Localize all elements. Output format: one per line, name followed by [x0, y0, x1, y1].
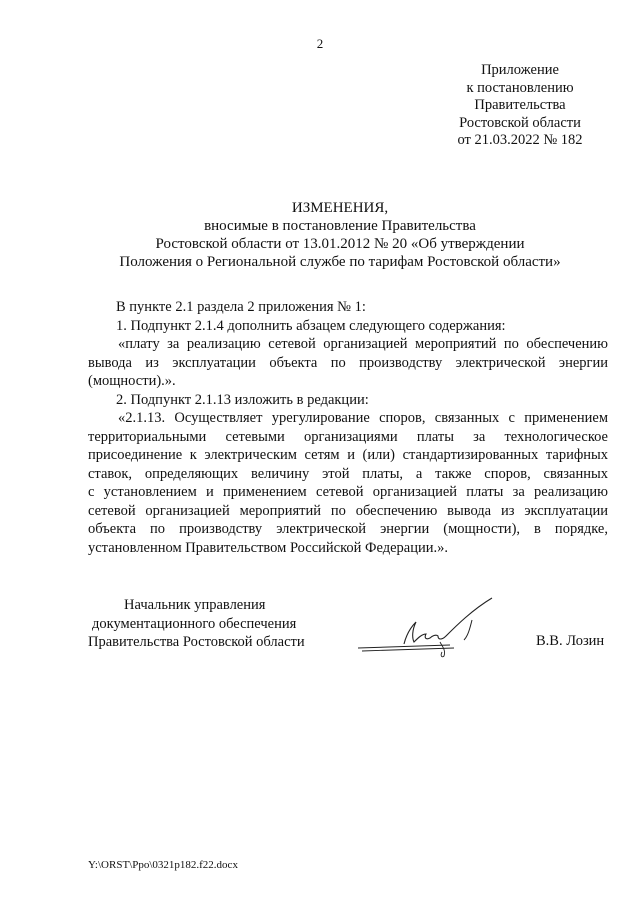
body-line: вывода из эксплуатации объекта по производству электрической энергии [88, 354, 608, 371]
body-line: ставок, определяющих величину этой платы, а также споров, связанных [88, 465, 608, 482]
document-title [0, 199, 640, 271]
appendix-line: от 21.03.2022 № 182 [457, 132, 583, 148]
body-line: (мощности).». [88, 373, 176, 389]
signer-position [88, 596, 328, 652]
signer-name: В.В. Лозин [536, 633, 605, 649]
body-line: с установлением и применением сетевой организацией платы за реализацию [88, 484, 608, 500]
title-line: Положения о Региональной службе по тарифам Ростовской области» [119, 254, 561, 270]
body-line: объекта по производству электрической энергии (мощности), в порядке, [88, 521, 608, 537]
title-line: Ростовской области от 13.01.2012 № 20 «Об утверждении [155, 236, 525, 252]
appendix-line: Правительства [474, 97, 566, 113]
title-line: вносимые в постановление Правительства [204, 218, 476, 234]
body-line: «плату за реализацию сетевой организацией мероприятий по обеспечению [118, 336, 608, 352]
signer-position-line: документационного обеспечения [92, 615, 297, 632]
body-line: территориальными сетевыми организациями платы за технологическое [88, 428, 608, 445]
title-heading: ИЗМЕНЕНИЯ, [291, 200, 389, 216]
appendix-line: Приложение [481, 62, 559, 78]
body-line: присоединение к электрическим сетям и (или) стандартизированных тарифных [88, 447, 608, 463]
body-line: 2. Подпункт 2.1.13 изложить в редакции: [116, 391, 369, 408]
document-body [88, 298, 608, 557]
signer-position-line: Правительства Ростовской области [88, 634, 305, 650]
body-line: «2.1.13. Осуществляет урегулирование споров, связанных с применением [118, 410, 608, 426]
handwritten-signature [352, 590, 512, 662]
body-line: В пункте 2.1 раздела 2 приложения № 1: [116, 299, 366, 315]
page-number: 2 [316, 36, 324, 51]
file-path: Y:\ORST\Ppo\0321p182.f22.docx [88, 859, 238, 871]
appendix-line: к постановлению [466, 79, 574, 96]
signer-position-line: Начальник управления [124, 597, 266, 613]
appendix-line: Ростовской области [459, 114, 581, 131]
body-line: сетевой организацией мероприятий по обеспечению вывода из эксплуатации [88, 502, 608, 519]
body-line: 1. Подпункт 2.1.4 дополнить абзацем следующего содержания: [116, 317, 506, 334]
appendix-block [430, 62, 610, 150]
body-line: установленном Правительством Российской Федерации.». [88, 539, 449, 556]
